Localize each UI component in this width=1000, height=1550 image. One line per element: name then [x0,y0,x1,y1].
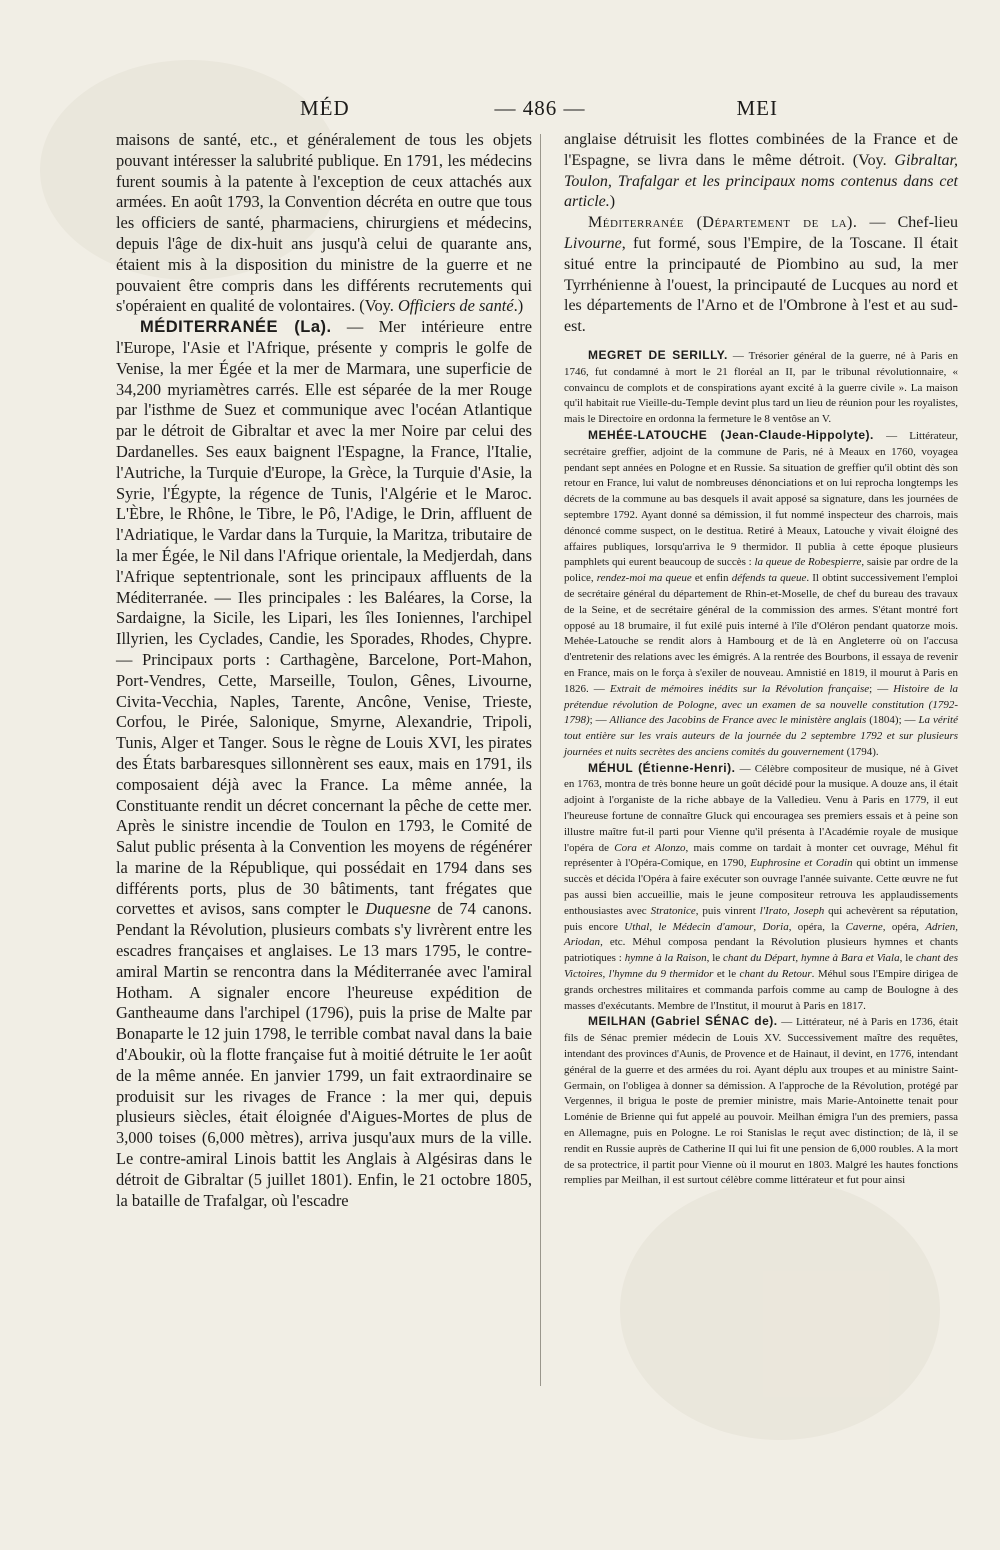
right-column [564,130,958,1189]
headword-mehee: MEHÉE-LATOUCHE (Jean-Claude-Hippolyte). [588,427,874,442]
work-title: La vérité tout entière sur les vrais auteurs de la journée du 2 septembre 1792 et sur plusieurs journées et nuits secrètes des anciens comités du gouvernement [564,714,958,758]
entry-text: , fut formé, sous l'Empire, de la Toscane. Il était situé entre la principauté de Piombino au sud, la mer Tyrrhénienne à l'ouest, la principauté de Lucques au nord et les départements de l'Arno et de l'Ombrone à l'est et au sud-est. [564,234,958,336]
header-left: MÉD [300,96,350,120]
entry-departement [564,213,958,338]
entry-text: (1804); — [866,714,919,727]
entry-text: , saisie par ordre de la police, [564,556,958,585]
work-title: Cora et Alonzo [614,841,686,854]
entry-mehul [564,761,958,1015]
entry-text: , puis vinrent [695,904,760,917]
entry-text: , le [899,952,917,965]
work-title: rendez-moi ma queue [596,572,692,585]
work-title: Extrait de mémoires inédits sur la Révolution française [609,682,870,695]
headword-mediterranee: MÉDITERRANÉE (La). [140,318,332,337]
entry-text: — Célèbre compositeur de musique, né à Givet en 1763, montra de très bonne heure un goût décidé pour la musique. A douze ans, il était adjoint à l'organiste de la riche abbaye de la Valledieu. Venu à Paris en 1779, il eut l'heureuse fortune de connaître Gluck qui encouragea ses premiers essais et à peine son illustre maître fut-il parti pour Vienne qu'il présenta à l'Académie royale de musique l'opéra de [564,762,958,854]
entry-text: et le [713,968,740,981]
entry-text: , mais comme on tardait à monter cet ouvrage, Méhul fit représenter à l'Opéra-Comique, en 1790, [564,841,958,870]
entry-text: et enfin [691,572,732,585]
entry-text: ; — [589,714,610,727]
work-title: chant des Victoires, l'hymne du 9 thermidor [564,952,958,981]
intro-paragraph [116,130,532,317]
work-title: Caverne [845,920,883,933]
entry-text: , opéra, la [788,920,846,933]
work-title: Uthal [624,920,650,933]
entry-text-continued: de 74 canons. Pendant la Révolution, plusieurs combats s'y livrèrent entre les escadres françaises et anglaises. Le 13 mars 1795, le contre-amiral Martin se rencontra dans la Méditerranée avec l'amiral Hotham. A signaler encore l'heureuse expédition de Gantheaume dans l'archipel (1796), puis la prise de Malte par Bonaparte le 12 juin 1798, le terrible combat naval dans la baie d'Aboukir, où la flotte française fut à moitié détruite le 1er août de la même année. En janvier 1799, un fait extraordinaire se produisit sur les rivages de France : la mer qui, depuis plusieurs siècles, était éloignée d'Aigues-Mortes de plus de 3,000 toises (6,000 mètres), arriva jusqu'aux murs de la ville. Le contre-amiral Linois battit les Anglais à Algésiras dans le détroit de Gibraltar (5 juillet 1801). Enfin, le 21 octobre 1805, la bataille de Trafalgar, où l'escadre [116,899,532,1210]
intro-reference: Officiers de santé [397,296,514,316]
headword-mehul: MÉHUL (Étienne-Henri). [588,760,736,775]
entry-megret [564,348,958,428]
entry-text: . Il obtint successivement l'emploi de secrétaire général du département de Rhin-et-Moselle, de chef du bureau des travaux de la Seine, et de secrétaire général de la commission des armes. S'étant montré fort opposé au 18 brumaire, il fut exilé puis interné à l'île d'Oléron pendant quatorze mois. Mehée-Latouche se rendit alors à Hambourg et de là en Angleterre où on l'accusa d'entretenir des relations avec les émigrés. A la rentrée des Bourbons, il essaya de revenir en France, mais on le força à s'exiler de nouveau. Amnistié en 1819, il mourut à Paris en 1826. — [564,572,958,695]
continuation-end: ) [609,193,616,211]
work-title: Doria [762,920,789,933]
work-title: chant du Départ, hymne à Bara et Viala [723,952,900,965]
entry-text: (1794). [843,745,879,758]
entry-text: , le [706,952,724,965]
entry-mehee [564,428,958,761]
work-title: chant du Retour [739,968,812,981]
work-title: hymne à la Raison [624,952,707,965]
work-title: Stratonice [650,904,696,917]
entry-text: — Mer intérieure entre l'Europe, l'Asie et l'Afrique, présente y compris le golfe de Venise, la mer Égée et la mer de Marmara, une superficie de 34,200 myriamètres carrés. Elle est séparée de la mer Rouge par l'isthme de Suez et communique avec l'océan Atlantique par le détroit de Gibraltar et avec la mer Noire par celui des Dardanelles. Ses eaux baignent l'Espagne, la France, l'Italie, l'Autriche, la Turquie d'Europe, la Grèce, la Turquie d'Asie, la Syrie, l'Égypte, la régence de Tunis, l'Algérie et le Maroc. L'Èbre, le Rhône, le Tibre, le Pô, l'Adige, le Drin, affluent de l'Adriatique, le Vardar dans la Turquie, la Maritza, tributaire de la mer Égée, le Nil dans l'Afrique orientale, la Medjerdah, dans l'Afrique septentrionale, sont les principaux affluents de la Méditerranée. — Iles principales : les Baléares, la Corse, la Sardaigne, la Sicile, les Lipari, les îles Ioniennes, l'archipel Illyrien, les Cyclades, Candie, les Sporades, Rhodes, Chypre. — Principaux ports : Carthagène, Barcelone, Port-Mahon, Port-Vendres, Cette, Marseille, Toulon, Gênes, Livourne, Civita-Vecchia, Naples, Tarente, Ancône, Venise, Trieste, Corfou, le Pirée, Salonique, Smyrne, Alexandrie, Tripoli, Tunis, Alger et Tanger. Sous le règne de Louis XVI, les pirates des États barbaresques sillonnèrent ses eaux, mais en 1791, ils composaient déjà avec la France. La même année, la Constituante rendit un décret concernant la pêche de cette mer. Après le sinistre incendie de Toulon en 1793, le Comité de Salut public présenta à la Convention les moyens de régénérer la marine de la République, qui possédait en 1794 dans ses différents ports, plus de 30 bâtiments, tant frégates que corvettes et avisos, sans compter le [116,317,532,919]
entry-text: — Littérateur, secrétaire greffier, adjoint de la commune de Paris, né à Meaux en 1760, voyagea pendant sept années en Pologne et en Russie. Sa situation de greffier qu'il obtint dès son retour en France, lui valut de nombreuses dénonciations et on lui reprocha longtemps les décrets de la commune au bas desquels il avait apposé sa signature, dans les journées de septembre 1792. Ayant donné sa démission, il fut nommé inspecteur des charrois, mais dénoncé comme suspect, on le destitua. Retiré à Meaux, Latouche y vivait éloigné des affaires publiques, lorsqu'arriva le 9 thermidor. Il publia à cette époque plusieurs pamphlets qui eurent beaucoup de succès : [564,429,958,569]
continuation-paragraph [564,130,958,213]
headword-meilhan: MEILHAN (Gabriel SÉNAC de). [588,1014,778,1029]
ship-name: Duquesne [365,899,431,919]
left-column [116,130,532,1211]
headword-megret: MEGRET DE SERILLY. [588,347,728,362]
work-title: Euphrosine et Coradin [750,857,853,870]
continuation-text: anglaise détruisit les flottes combinées de la France et de l'Espagne, se livra dans le même détroit. (Voy. [564,131,958,169]
entry-mediterranee [116,317,532,1211]
page-number: — 486 — [494,96,586,120]
work-title: défends ta queue [731,572,807,585]
continuation-reference: Gibraltar, Toulon, Trafalgar et les principaux noms contenus dans cet article. [564,151,958,211]
work-title: Histoire de la prétendue révolution de Pologne, avec un examen de sa nouvelle constitution (1792-1798) [564,682,958,727]
intro-text: maisons de santé, etc., et généralement de tous les objets pouvant intéresser la salubrité publique. En 1791, les médecins furent soumis à la patente à l'exception de ceux attachés aux armées. En août 1793, la Convention décréta en outre que tous les officiers de santé, pharmaciens, chirurgiens et médecins, depuis l'âge de dix-huit ans jusqu'à celui de quarante ans, étaient mis à la disposition du ministre de la guerre et ne pouvaient être compris dans les différents recrutements qui s'opéraient en qualité de volontaires. (Voy. [116,130,532,316]
work-title: le Médecin d'amour [658,920,754,933]
entry-text: — Chef-lieu [857,214,959,232]
entry-meilhan [564,1014,958,1189]
entry-text: , opéra, [882,920,926,933]
entry-text: qui achevèrent sa réputation, puis encore [564,904,958,933]
entry-text: , [753,920,763,933]
entry-text: qui obtint un immense succès et décida l'Opéra à faire exécuter son ouvrage l'année suivante. Cette œuvre ne fut pas aussi bien accueillie, mais le jeune compositeur retrouva les applaudissements enthousiastes avec [564,857,958,917]
column-divider [540,134,541,1386]
entry-text: , etc. Méhul composa pendant la Révolution plusieurs hymnes et chants patriotiques : [564,936,958,965]
work-title: Adrien, Ariodan [564,920,959,949]
work-title: l'Irato, Joseph [759,904,825,917]
work-title: Alliance des Jacobins de France avec le ministère anglais [609,714,867,727]
work-title: la queue de Robespierre [754,556,862,569]
running-header [300,96,800,126]
headword-departement: Méditerranée (Département de la). [588,214,858,232]
entry-text: ; — [869,682,894,695]
entry-text: . Méhul sous l'Empire dirigea de grands orchestres militaires et commanda parfois comme au camp de Boulogne à des masses d'exécutants. Membre de l'Institut, il mourut à Paris en 1817. [564,968,958,1012]
entry-text: , [649,920,659,933]
city-name: Livourne [564,234,622,252]
header-right: MEI [736,96,778,120]
entry-text: — Littérateur, né à Paris en 1736, était fils de Sénac premier médecin de Louis XV. Successivement maître des requêtes, intendant des provinces d'Aunis, de Provence et de Hainaut, il devint, en 1776, intendant général de la guerre et des armées du roi. Ayant déplu aux troupes et au ministre Saint-Germain, on l'obligea à donner sa démission. A l'approche de la Révolution, protégé par Vergennes, il brigua le poste de premier ministre, mais Marie-Antoinette tenait pour Loménie de Brienne qui fut appelé au pouvoir. Meilhan émigra l'un des premiers, passa en Allemagne, puis en Pologne. Le roi Stanislas le reçut avec distinction; de là, il se rendit en Russie auprès de Catherine II qui lui fit une pension de 6,000 roubles. A la mort de sa protectrice, il partit pour Vienne où il mourut en 1803. Malgré les hautes fonctions remplies par Meilhan, il est surtout célèbre comme littérateur et fut pour ainsi [564,1016,958,1187]
intro-end: .) [513,296,524,316]
entry-text: — Trésorier général de la guerre, né à Paris en 1746, fut condamné à mort le 21 floréal an II, par le tribunal révolutionnaire, « convaincu de complots et de conspirations ayant excité à la guerre civile ». La maison qu'il habitait rue Vieille-du-Temple devint plus tard un lieu de réunion pour les royalistes, mais le Directoire en ordonna la fermeture le 8 ventôse an V. [564,349,958,426]
paper-stain [620,1180,940,1440]
